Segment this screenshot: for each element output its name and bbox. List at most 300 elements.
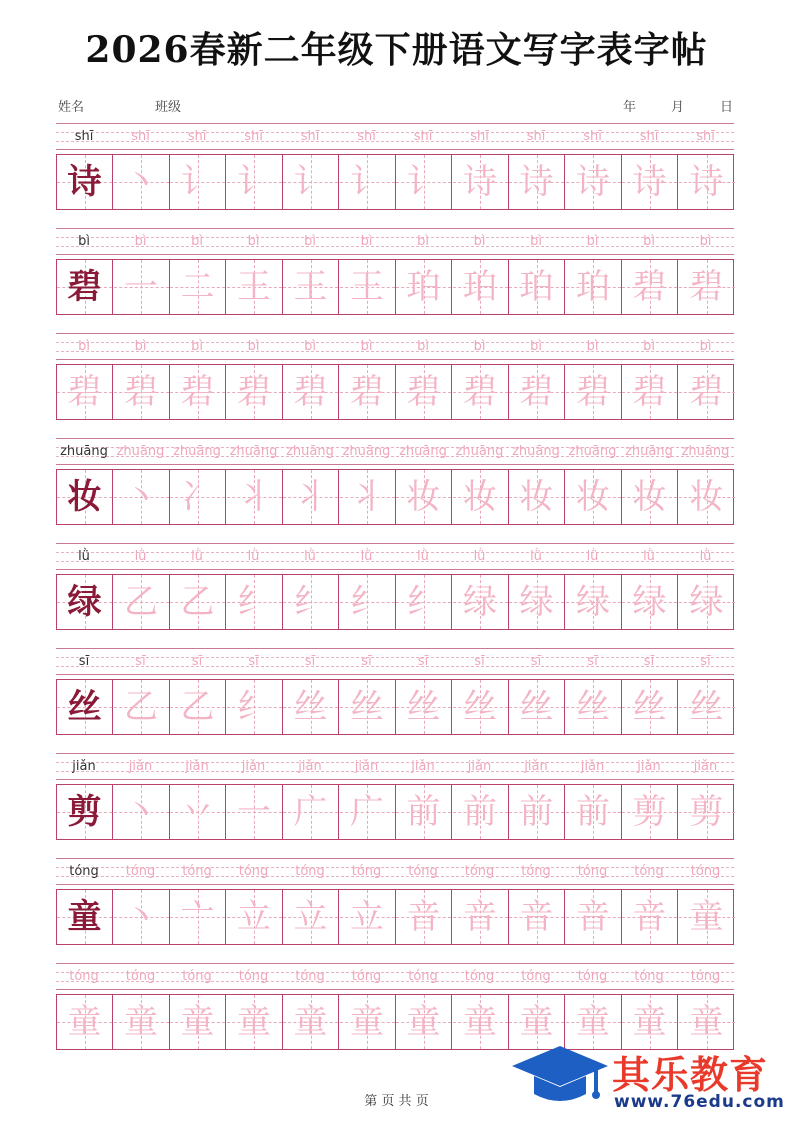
brand-url: www.76edu.com <box>614 1092 785 1112</box>
stroke-step: 广 <box>293 792 328 832</box>
tianzige-cell <box>340 575 396 629</box>
model-character: 诗 <box>67 162 102 202</box>
pinyin-trace: tóng <box>125 969 156 984</box>
pinyin-trace: bì <box>247 339 260 354</box>
pinyin-trace: sī <box>135 654 146 669</box>
stroke-step: 立 <box>237 897 271 937</box>
stroke-step: 碧 <box>237 372 271 412</box>
tianzige-cell <box>679 785 735 839</box>
tianzige-cell <box>566 575 622 629</box>
stroke-step: 珀 <box>463 267 497 307</box>
tianzige-cell <box>396 890 452 944</box>
pinyin-trace: bì <box>360 234 373 249</box>
tianzige-cell <box>679 995 735 1049</box>
stroke-step: 广 <box>350 792 384 832</box>
pinyin-trace: jiǎn <box>467 759 492 774</box>
stroke-step: 前 <box>463 792 497 832</box>
stroke-step: 纟 <box>237 687 271 727</box>
pinyin-trace: tóng <box>690 864 721 879</box>
tianzige-cell <box>283 995 339 1049</box>
pinyin-band <box>56 123 734 150</box>
tianzige-cell <box>566 995 622 1049</box>
tianzige-row <box>56 469 734 525</box>
pinyin-trace: bì <box>191 234 203 249</box>
pinyin-trace: bì <box>304 234 316 249</box>
pinyin-trace: bì <box>643 234 655 249</box>
stroke-step: 童 <box>406 1002 441 1042</box>
pinyin-trace: shī <box>300 129 320 144</box>
graduation-cap-icon <box>510 1042 610 1112</box>
pinyin-trace: bì <box>247 234 260 249</box>
tianzige-cell <box>396 575 452 629</box>
pinyin-trace: bì <box>304 339 316 354</box>
pinyin-trace: shī <box>244 129 263 144</box>
tianzige-cell <box>170 260 226 314</box>
tianzige-cell <box>57 470 113 524</box>
tianzige-cell <box>114 785 170 839</box>
tianzige-cell <box>566 365 622 419</box>
pinyin-trace: sī <box>417 654 429 669</box>
pinyin-label: lǜ <box>78 549 90 564</box>
brand-logo <box>510 1042 790 1117</box>
model-character: 绿 <box>67 582 102 622</box>
pinyin-trace: sī <box>474 654 485 669</box>
tianzige-cell <box>57 995 113 1049</box>
stroke-step: 纟 <box>237 582 271 622</box>
tianzige-cell <box>453 575 509 629</box>
pinyin-band <box>56 648 734 675</box>
tianzige-cell <box>396 470 452 524</box>
pinyin-trace: zhuāng <box>173 444 221 459</box>
pinyin-trace: tóng <box>182 864 212 879</box>
pinyin-band <box>56 963 734 990</box>
tianzige-cell <box>227 785 283 839</box>
tianzige-cell <box>453 785 509 839</box>
tianzige-cell <box>283 365 339 419</box>
stroke-step: 丝 <box>689 687 724 727</box>
stroke-step: 一 <box>237 792 271 832</box>
tianzige-cell <box>340 470 396 524</box>
pinyin-trace: lǜ <box>530 549 542 564</box>
tianzige-cell <box>340 260 396 314</box>
stroke-step: 丬 <box>293 477 328 517</box>
stroke-step: 碧 <box>406 372 441 412</box>
pinyin-trace: tóng <box>634 864 664 879</box>
pinyin-label: tóng <box>69 864 99 879</box>
stroke-step: 碧 <box>519 372 554 412</box>
stroke-step: 妆 <box>406 477 441 517</box>
pinyin-trace: bì <box>191 339 203 354</box>
pinyin-trace: lǜ <box>304 549 316 564</box>
pinyin-trace: zhuāng <box>116 444 165 459</box>
stroke-step: 碧 <box>293 372 328 412</box>
tianzige-cell <box>509 470 565 524</box>
day-label: 日 <box>720 100 734 115</box>
tianzige-cell <box>170 575 226 629</box>
stroke-step: 碧 <box>124 372 158 412</box>
stroke-step: 一 <box>124 267 158 307</box>
tianzige-cell <box>227 680 283 734</box>
stroke-step: 童 <box>519 1002 554 1042</box>
page-title: 2026春新二年级下册语文写字表字帖 <box>85 29 708 71</box>
pinyin-band <box>56 858 734 885</box>
tianzige-cell <box>622 680 678 734</box>
tianzige-cell <box>679 155 735 209</box>
tianzige-cell <box>340 890 396 944</box>
model-character: 丝 <box>67 687 102 727</box>
tianzige-cell <box>396 155 452 209</box>
tianzige-cell <box>114 155 170 209</box>
tianzige-cell <box>170 785 226 839</box>
pinyin-trace: tóng <box>408 864 438 879</box>
pinyin-trace: tóng <box>125 864 156 879</box>
pinyin-trace: tóng <box>295 969 325 984</box>
tianzige-cell <box>679 365 735 419</box>
stroke-step: 妆 <box>576 477 610 517</box>
stroke-step: 纟 <box>293 582 328 622</box>
stroke-step: 丝 <box>350 687 384 727</box>
stroke-step: 童 <box>293 1002 328 1042</box>
pinyin-trace: sī <box>304 654 316 669</box>
month-label: 月 <box>671 100 685 115</box>
model-character: 童 <box>67 897 102 937</box>
tianzige-cell <box>622 890 678 944</box>
pinyin-trace: jiǎn <box>241 759 266 774</box>
stroke-step: 丶 <box>124 792 158 832</box>
class-label: 班级 <box>155 100 182 115</box>
tianzige-cell <box>679 890 735 944</box>
stroke-step: 乙 <box>124 582 158 622</box>
tianzige-cell <box>679 680 735 734</box>
tianzige-cell <box>227 890 283 944</box>
stroke-step: 音 <box>463 897 497 937</box>
pinyin-trace: tóng <box>238 969 269 984</box>
tianzige-cell <box>227 470 283 524</box>
stroke-step: 音 <box>406 897 441 937</box>
stroke-step: 丬 <box>350 477 384 517</box>
stroke-step: 童 <box>689 897 724 937</box>
model-character: 妆 <box>67 477 102 517</box>
tianzige-cell <box>57 260 113 314</box>
stroke-step: 妆 <box>519 477 554 517</box>
tianzige-cell <box>57 680 113 734</box>
stroke-step: 二 <box>180 267 215 307</box>
stroke-step: 丶 <box>124 162 158 202</box>
pinyin-trace: sī <box>530 654 542 669</box>
pinyin-label: shī <box>74 129 94 144</box>
stroke-step: 碧 <box>180 372 215 412</box>
tianzige-cell <box>679 575 735 629</box>
pinyin-trace: tóng <box>464 969 495 984</box>
stroke-step: 王 <box>237 267 271 307</box>
stroke-step: 绿 <box>632 582 667 622</box>
stroke-step: 诗 <box>463 162 497 202</box>
pinyin-trace: jiǎn <box>298 759 322 774</box>
pinyin-trace: bì <box>586 339 599 354</box>
model-character: 碧 <box>67 267 102 307</box>
tianzige-cell <box>622 260 678 314</box>
stroke-step: 讠 <box>237 162 271 202</box>
pinyin-trace: zhuāng <box>399 444 447 459</box>
stroke-step: 前 <box>576 792 610 832</box>
tianzige-cell <box>509 680 565 734</box>
stroke-step: 前 <box>406 792 441 832</box>
tianzige-cell <box>396 260 452 314</box>
pinyin-trace: zhuāng <box>455 444 504 459</box>
tianzige-cell <box>114 470 170 524</box>
pinyin-trace: shī <box>357 129 376 144</box>
pinyin-trace: bì <box>530 339 542 354</box>
tianzige-cell <box>453 365 509 419</box>
tianzige-cell <box>283 680 339 734</box>
pinyin-trace: jiǎn <box>693 759 718 774</box>
tianzige-cell <box>114 680 170 734</box>
pinyin-trace: jiǎn <box>185 759 209 774</box>
tianzige-cell <box>679 260 735 314</box>
stroke-step: 王 <box>293 267 328 307</box>
stroke-step: 音 <box>632 897 667 937</box>
pinyin-trace: shī <box>639 129 659 144</box>
stroke-step: 丝 <box>576 687 610 727</box>
pinyin-band <box>56 753 734 780</box>
pinyin-trace: zhuāng <box>568 444 617 459</box>
stroke-step: 碧 <box>689 267 724 307</box>
stroke-step: 童 <box>350 1002 384 1042</box>
tianzige-cell <box>622 155 678 209</box>
stroke-step: 童 <box>632 1002 667 1042</box>
pinyin-trace: lǜ <box>643 549 655 564</box>
practice-row <box>56 648 734 744</box>
tianzige-cell <box>340 155 396 209</box>
model-character: 童 <box>67 1002 102 1042</box>
pinyin-trace: shī <box>413 129 433 144</box>
stroke-step: 王 <box>350 267 384 307</box>
stroke-step: 妆 <box>689 477 724 517</box>
practice-row <box>56 228 734 324</box>
stroke-step: 童 <box>576 1002 610 1042</box>
pinyin-trace: tóng <box>351 864 382 879</box>
stroke-step: 丝 <box>519 687 554 727</box>
stroke-step: 绿 <box>463 582 497 622</box>
tianzige-cell <box>227 575 283 629</box>
practice-row <box>56 333 734 429</box>
tianzige-cell <box>396 365 452 419</box>
tianzige-cell <box>396 680 452 734</box>
tianzige-cell <box>340 995 396 1049</box>
pinyin-trace: lǜ <box>473 549 486 564</box>
tianzige-cell <box>509 785 565 839</box>
tianzige-row <box>56 259 734 315</box>
tianzige-cell <box>227 995 283 1049</box>
tianzige-cell <box>283 155 339 209</box>
stroke-step: 丝 <box>293 687 328 727</box>
stroke-step: 童 <box>124 1002 158 1042</box>
tianzige-row <box>56 154 734 210</box>
tianzige-cell <box>396 995 452 1049</box>
tianzige-cell <box>227 260 283 314</box>
tianzige-cell <box>170 365 226 419</box>
pinyin-trace: jiǎn <box>637 759 661 774</box>
stroke-step: 诗 <box>689 162 724 202</box>
tianzige-cell <box>170 995 226 1049</box>
pinyin-trace: lǜ <box>360 549 373 564</box>
stroke-step: 乙 <box>124 687 158 727</box>
stroke-step: 亠 <box>180 897 215 937</box>
practice-row <box>56 858 734 954</box>
pinyin-trace: tóng <box>295 864 325 879</box>
tianzige-cell <box>57 785 113 839</box>
pinyin-band <box>56 543 734 570</box>
pinyin-trace: bì <box>699 339 712 354</box>
stroke-step: 纟 <box>350 582 384 622</box>
stroke-step: 丬 <box>237 477 271 517</box>
pinyin-trace: lǜ <box>247 549 260 564</box>
stroke-step: 妆 <box>463 477 497 517</box>
pinyin-trace: sī <box>587 654 598 669</box>
pinyin-trace: bì <box>134 234 147 249</box>
pinyin-trace: bì <box>473 339 486 354</box>
pinyin-trace: zhuāng <box>342 444 391 459</box>
stroke-step: 丷 <box>180 792 215 832</box>
tianzige-cell <box>57 575 113 629</box>
tianzige-cell <box>453 155 509 209</box>
stroke-step: 童 <box>463 1002 497 1042</box>
tianzige-row <box>56 889 734 945</box>
stroke-step: 立 <box>350 897 384 937</box>
tianzige-row <box>56 784 734 840</box>
tianzige-cell <box>283 470 339 524</box>
tianzige-cell <box>622 470 678 524</box>
stroke-step: 碧 <box>576 372 610 412</box>
tianzige-cell <box>509 890 565 944</box>
stroke-step: 立 <box>293 897 328 937</box>
tianzige-cell <box>340 785 396 839</box>
pinyin-trace: jiǎn <box>411 759 435 774</box>
pinyin-trace: zhuāng <box>286 444 334 459</box>
tianzige-cell <box>57 365 113 419</box>
pinyin-trace: tóng <box>690 969 721 984</box>
pinyin-trace: jiǎn <box>128 759 153 774</box>
stroke-step: 讠 <box>180 162 215 202</box>
pinyin-trace: bì <box>643 339 655 354</box>
model-character: 剪 <box>67 792 102 832</box>
pinyin-trace: lǜ <box>417 549 429 564</box>
year-label: 年 <box>623 100 637 115</box>
stroke-step: 乙 <box>180 687 215 727</box>
tianzige-cell <box>114 365 170 419</box>
tianzige-cell <box>227 365 283 419</box>
stroke-step: 碧 <box>632 267 667 307</box>
pinyin-trace: zhuāng <box>625 444 673 459</box>
tianzige-cell <box>340 365 396 419</box>
page-footer: 第 页 共 页 <box>364 1094 429 1109</box>
brand-name: 其乐教育 <box>612 1053 769 1097</box>
tianzige-row <box>56 364 734 420</box>
tianzige-cell <box>453 890 509 944</box>
pinyin-trace: shī <box>131 129 150 144</box>
tianzige-cell <box>283 890 339 944</box>
stroke-step: 音 <box>576 897 610 937</box>
stroke-step: 丶 <box>124 897 158 937</box>
stroke-step: 绿 <box>689 582 724 622</box>
pinyin-trace: tóng <box>238 864 269 879</box>
stroke-step: 诗 <box>632 162 667 202</box>
stroke-step: 讠 <box>406 162 441 202</box>
pinyin-trace: shī <box>470 129 489 144</box>
tianzige-cell <box>114 995 170 1049</box>
pinyin-trace: lǜ <box>699 549 712 564</box>
tianzige-cell <box>283 575 339 629</box>
tianzige-cell <box>114 260 170 314</box>
stroke-step: 冫 <box>180 477 215 517</box>
pinyin-trace: bì <box>417 339 429 354</box>
practice-row <box>56 543 734 639</box>
pinyin-trace: lǜ <box>191 549 203 564</box>
tianzige-cell <box>509 155 565 209</box>
tianzige-cell <box>453 680 509 734</box>
tianzige-cell <box>227 155 283 209</box>
tianzige-cell <box>57 890 113 944</box>
practice-row <box>56 438 734 534</box>
stroke-step: 绿 <box>519 582 554 622</box>
stroke-step: 剪 <box>689 792 724 832</box>
pinyin-label: tóng <box>69 969 99 984</box>
stroke-step: 珀 <box>406 267 441 307</box>
pinyin-trace: bì <box>699 234 712 249</box>
pinyin-trace: tóng <box>182 969 212 984</box>
tianzige-cell <box>509 575 565 629</box>
pinyin-label: jiǎn <box>72 759 96 774</box>
pinyin-label: bì <box>78 234 90 249</box>
pinyin-trace: zhuāng <box>512 444 560 459</box>
tianzige-cell <box>57 155 113 209</box>
tianzige-cell <box>453 470 509 524</box>
pinyin-trace: bì <box>134 339 147 354</box>
stroke-step: 前 <box>519 792 554 832</box>
pinyin-band <box>56 438 734 465</box>
stroke-step: 讠 <box>293 162 328 202</box>
pinyin-label: bì <box>78 339 90 354</box>
pinyin-label: zhuāng <box>60 444 108 459</box>
stroke-step: 诗 <box>519 162 554 202</box>
pinyin-trace: tóng <box>351 969 382 984</box>
name-label: 姓名 <box>58 100 85 115</box>
tianzige-cell <box>622 575 678 629</box>
tianzige-cell <box>396 785 452 839</box>
stroke-step: 碧 <box>463 372 497 412</box>
model-character: 碧 <box>67 372 102 412</box>
tianzige-cell <box>622 365 678 419</box>
pinyin-trace: zhuāng <box>229 444 278 459</box>
pinyin-trace: jiǎn <box>524 759 548 774</box>
pinyin-trace: shī <box>696 129 715 144</box>
stroke-step: 讠 <box>350 162 384 202</box>
tianzige-cell <box>170 680 226 734</box>
tianzige-cell <box>170 155 226 209</box>
stroke-step: 剪 <box>632 792 667 832</box>
stroke-step: 童 <box>689 1002 724 1042</box>
tianzige-row <box>56 574 734 630</box>
tianzige-cell <box>340 680 396 734</box>
pinyin-trace: lǜ <box>134 549 147 564</box>
pinyin-trace: tóng <box>577 969 608 984</box>
pinyin-trace: tóng <box>521 969 551 984</box>
pinyin-trace: sī <box>643 654 655 669</box>
tianzige-cell <box>453 260 509 314</box>
pinyin-trace: sī <box>248 654 259 669</box>
tianzige-cell <box>170 890 226 944</box>
pinyin-trace: tóng <box>521 864 551 879</box>
